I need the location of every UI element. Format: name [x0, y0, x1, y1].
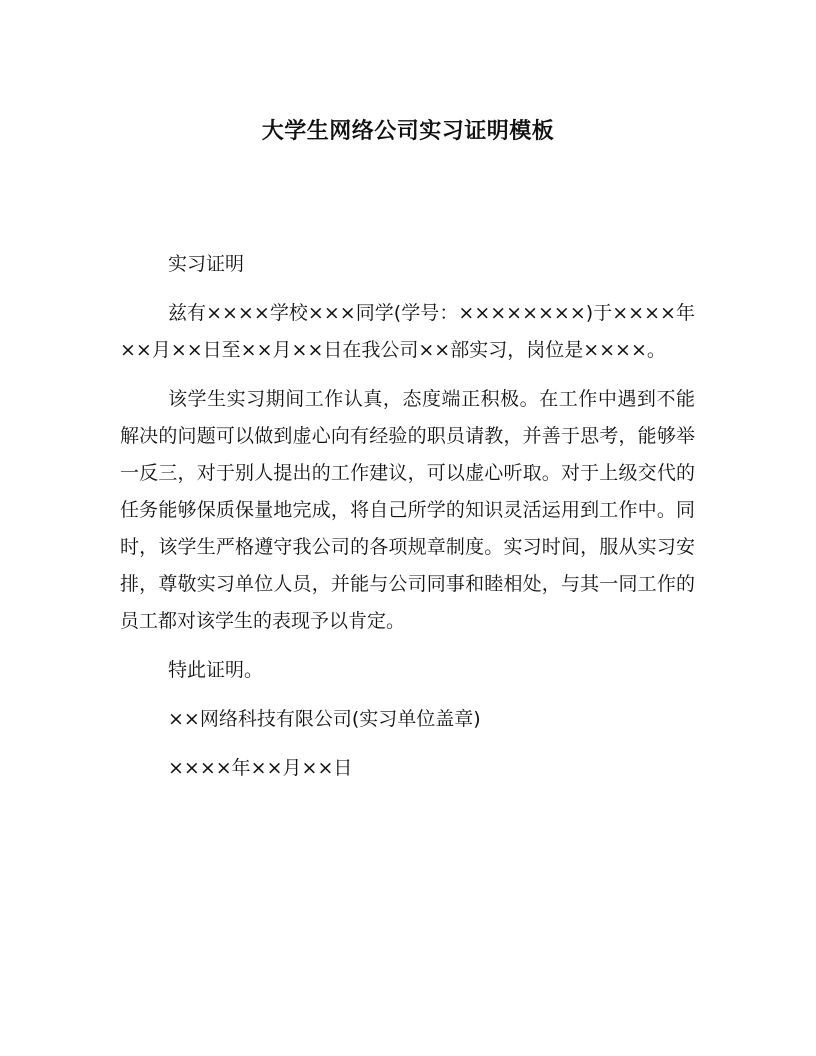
company-signature: ××网络科技有限公司(实习单位盖章): [168, 708, 481, 730]
certificate-heading: 实习证明: [168, 253, 245, 275]
document-body: [120, 246, 695, 799]
paragraph-evaluation: 该学生实习期间工作认真，态度端正积极。在工作中遇到不能解决的问题可以做到虚心向有经验的职员请教，并善于思考，能够举一反三，对于别人提出的工作建议，可以虚心听取。对于上级交代的任务能够保质保量地完成，将自己所学的知识灵活运用到工作中。同时，该学生严格遵守我公司的各项规章制度。实习时间，服从实习安排，尊敬实习单位人员，并能与公司同事和睦相处，与其一同工作的员工都对该学生的表现予以肯定。: [120, 388, 695, 632]
closing-statement: 特此证明。: [168, 659, 264, 681]
paragraph-intern-info: 兹有××××学校×××同学(学号：××××××××)于××××年××月××日至××月××日在我公司××部实习，岗位是××××。: [120, 302, 695, 361]
signature-date: ××××年××月××日: [168, 757, 353, 779]
document-title: 大学生网络公司实习证明模板: [261, 119, 555, 144]
